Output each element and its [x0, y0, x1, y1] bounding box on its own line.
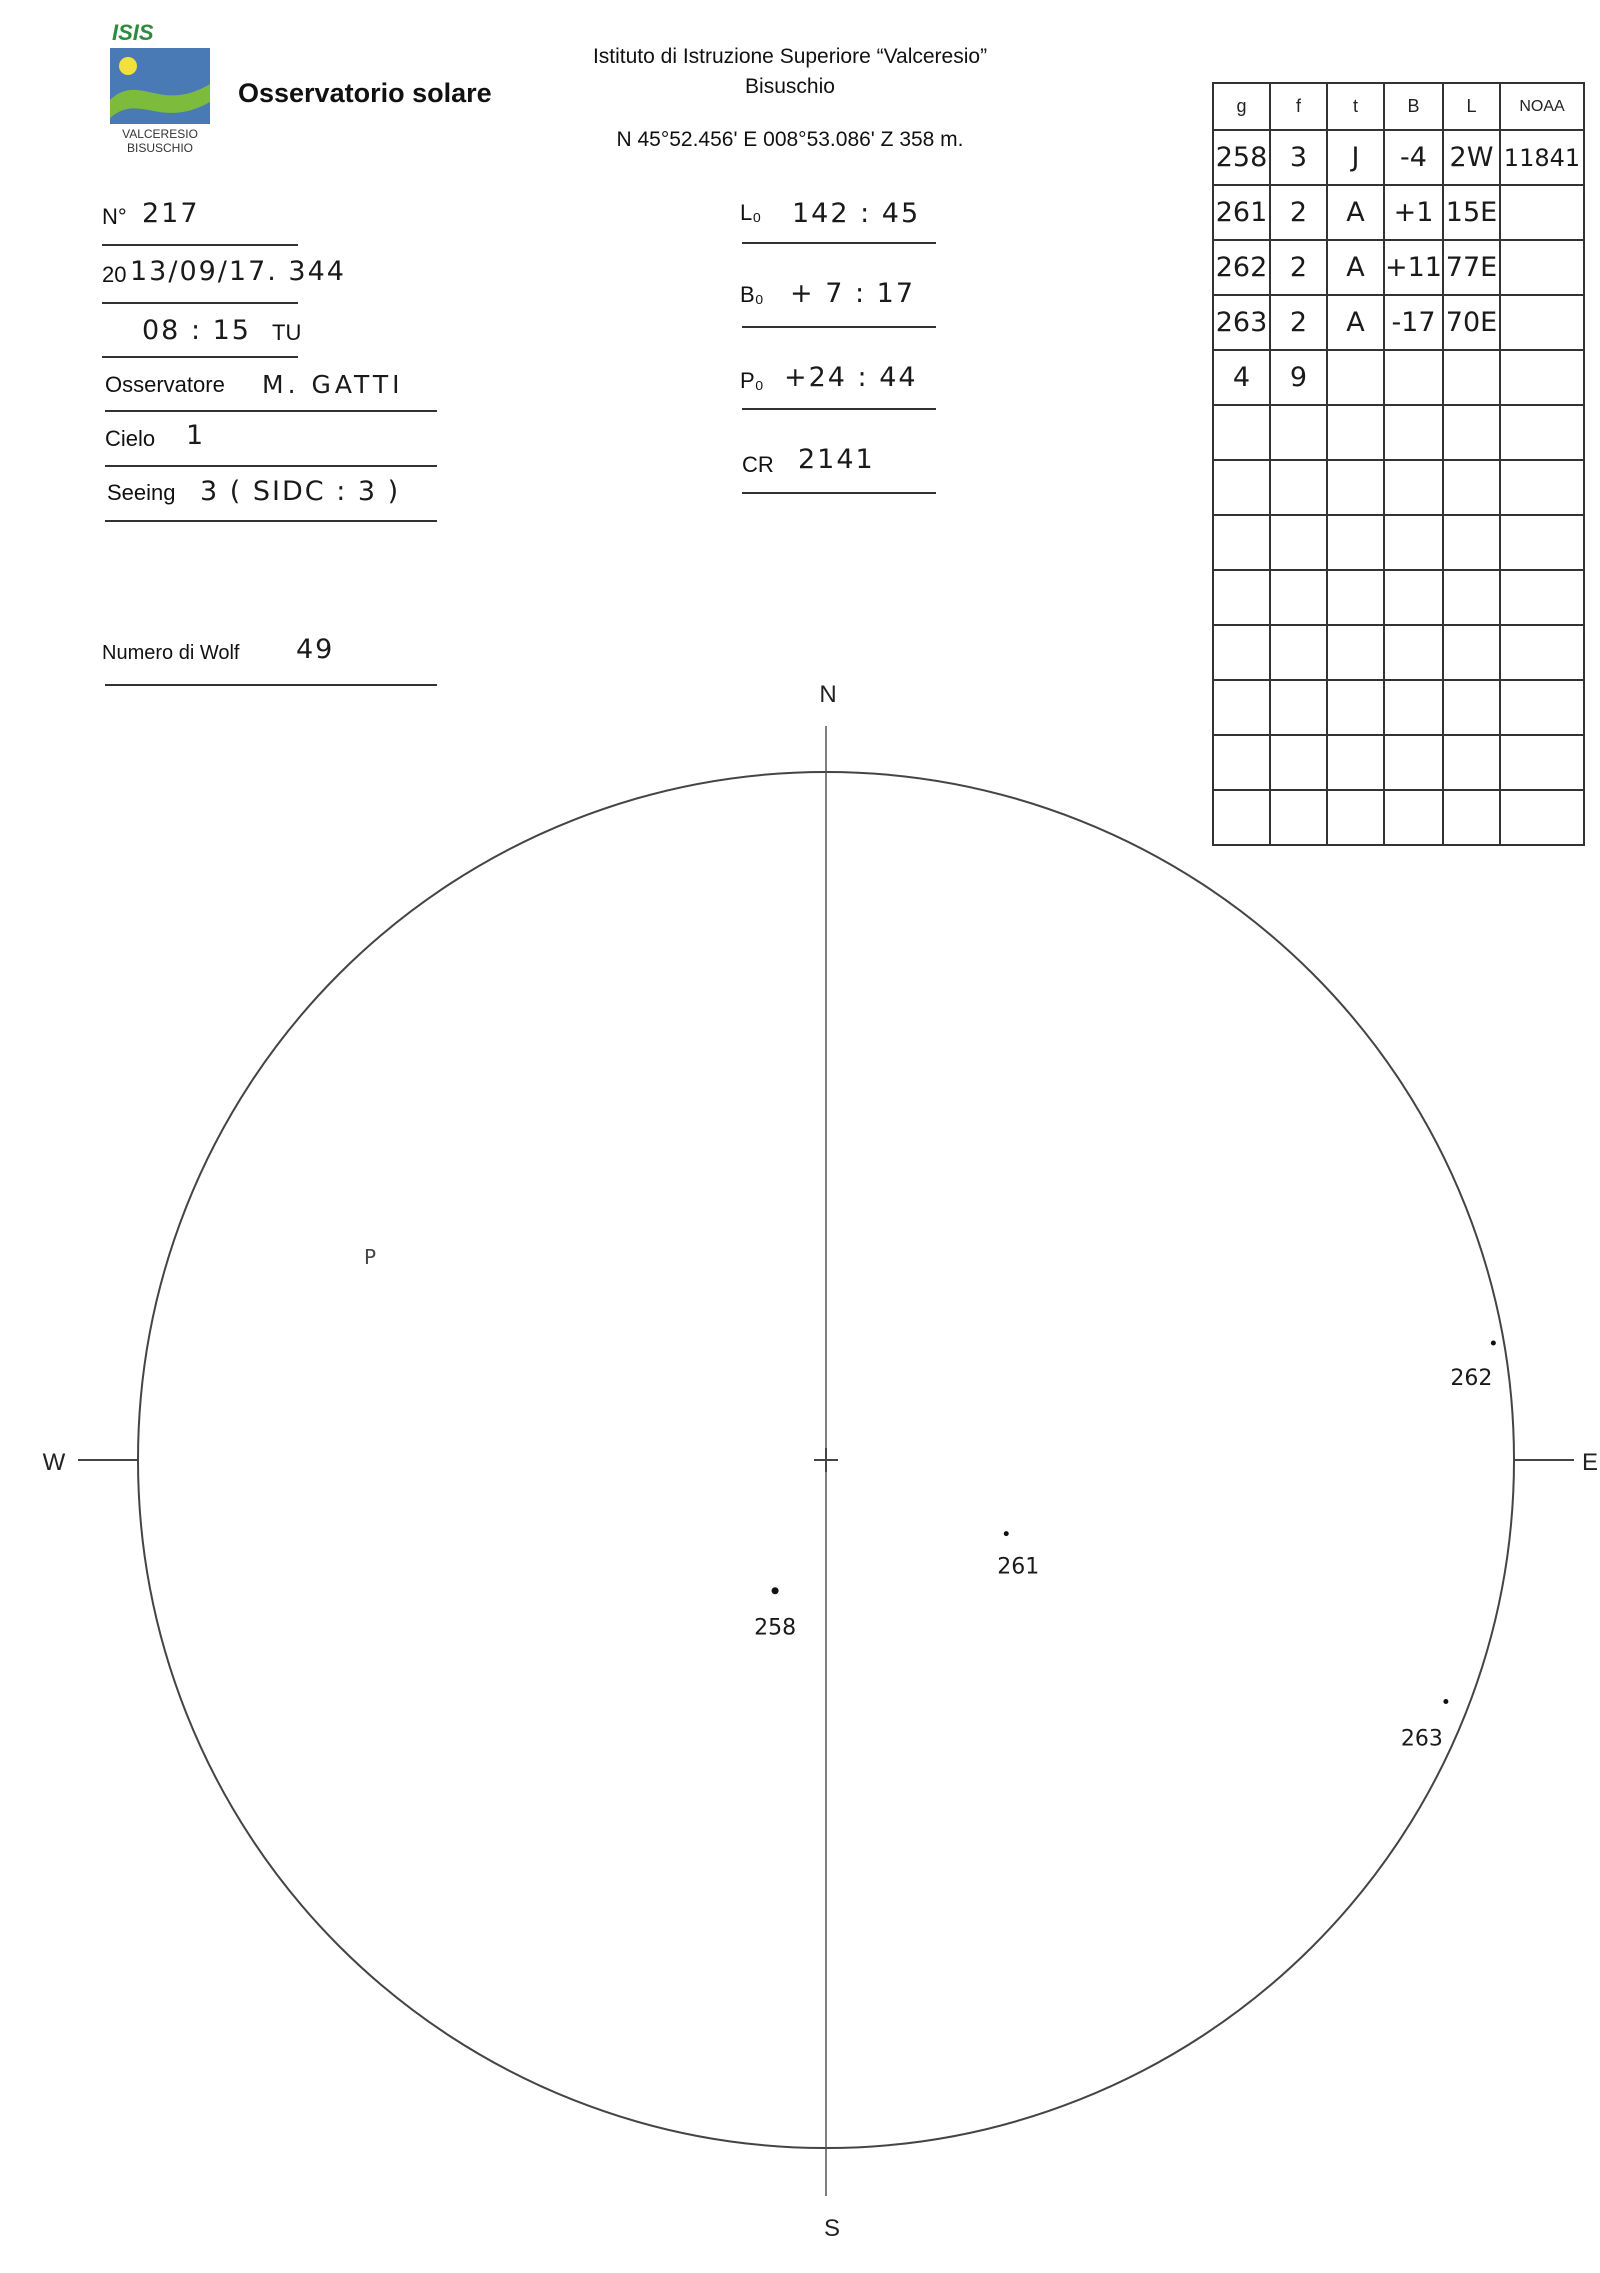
date-value: 13/09/17. 344 — [130, 256, 346, 287]
sunspot-mark — [1004, 1531, 1009, 1536]
time-value: 08 : 15 — [142, 315, 251, 346]
west-label: W — [42, 1449, 66, 1476]
seeing-label: Seeing — [107, 480, 176, 505]
cr-value: 2141 — [798, 444, 875, 475]
b0-label: B₀ — [740, 282, 764, 307]
table-cell: 2W — [1443, 130, 1500, 185]
header-f: f — [1270, 83, 1327, 130]
number-value: 217 — [142, 198, 200, 229]
header-b: B — [1384, 83, 1443, 130]
sky-value: 1 — [186, 420, 206, 451]
sunspot-label: 263 — [1400, 1726, 1443, 1752]
table-cell: A — [1327, 185, 1384, 240]
sky-label: Cielo — [105, 426, 156, 451]
b0-value: + 7 : 17 — [790, 278, 916, 309]
cr-label: CR — [742, 452, 774, 477]
header-l: L — [1443, 83, 1500, 130]
site-coordinates: N 45°52.456' E 008°53.086' Z 358 m. — [616, 128, 964, 151]
wolf-label: Numero di Wolf — [102, 642, 240, 664]
header-g: g — [1213, 83, 1270, 130]
date-prefix: 20 — [102, 262, 127, 287]
table-cell: 3 — [1270, 130, 1327, 185]
time-unit: TU — [272, 320, 302, 345]
table-cell: 77E — [1443, 240, 1500, 295]
seeing-value: 3 ( SIDC : 3 ) — [200, 476, 401, 507]
table-cell: 4 — [1213, 350, 1270, 405]
logo-line2: BISUSCHIO — [126, 141, 194, 155]
header-t: t — [1327, 83, 1384, 130]
observatory-title: Osservatorio solare — [238, 78, 492, 108]
l0-label: L₀ — [740, 200, 762, 225]
observer-label: Osservatore — [105, 372, 225, 397]
table-cell: 263 — [1213, 295, 1270, 350]
l0-value: 142 : 45 — [792, 198, 921, 229]
table-cell: 11841 — [1500, 130, 1584, 185]
sunspot-mark — [1443, 1699, 1448, 1704]
south-label: S — [823, 2215, 841, 2242]
sunspot-label: 261 — [997, 1554, 1040, 1580]
wolf-value: 49 — [296, 634, 335, 665]
table-cell: 258 — [1213, 130, 1270, 185]
table-cell: 262 — [1213, 240, 1270, 295]
table-cell: 9 — [1270, 350, 1327, 405]
institute-town: Bisuschio — [745, 75, 835, 98]
observer-value: M. GATTI — [262, 370, 404, 399]
table-cell: -4 — [1384, 130, 1443, 185]
table-cell: 2 — [1270, 185, 1327, 240]
table-cell: 2 — [1270, 295, 1327, 350]
east-label: E — [1581, 1449, 1599, 1476]
table-cell: A — [1327, 295, 1384, 350]
table-cell: +1 — [1384, 185, 1443, 240]
institute-name: Istituto di Istruzione Superiore “Valceresio” — [592, 45, 988, 68]
logo-acronym: ISIS — [112, 22, 154, 45]
sunspot-label: 258 — [754, 1615, 797, 1641]
header-noaa: NOAA — [1500, 83, 1584, 130]
sunspot-mark — [1491, 1341, 1496, 1346]
number-label: N° — [102, 204, 127, 229]
p0-value: +24 : 44 — [784, 362, 918, 393]
table-cell: J — [1327, 130, 1384, 185]
pole-mark-label: P — [363, 1245, 377, 1269]
table-cell: +11 — [1384, 240, 1443, 295]
sunspot-label: 262 — [1450, 1366, 1493, 1392]
table-cell: 15E — [1443, 185, 1500, 240]
table-cell: 2 — [1270, 240, 1327, 295]
table-cell: -17 — [1384, 295, 1443, 350]
north-label: N — [819, 681, 837, 708]
table-cell: 70E — [1443, 295, 1500, 350]
p0-label: P₀ — [740, 368, 764, 393]
sunspot-mark — [772, 1587, 779, 1594]
table-cell: 261 — [1213, 185, 1270, 240]
table-cell: A — [1327, 240, 1384, 295]
logo-line1: VALCERESIO — [122, 127, 198, 141]
